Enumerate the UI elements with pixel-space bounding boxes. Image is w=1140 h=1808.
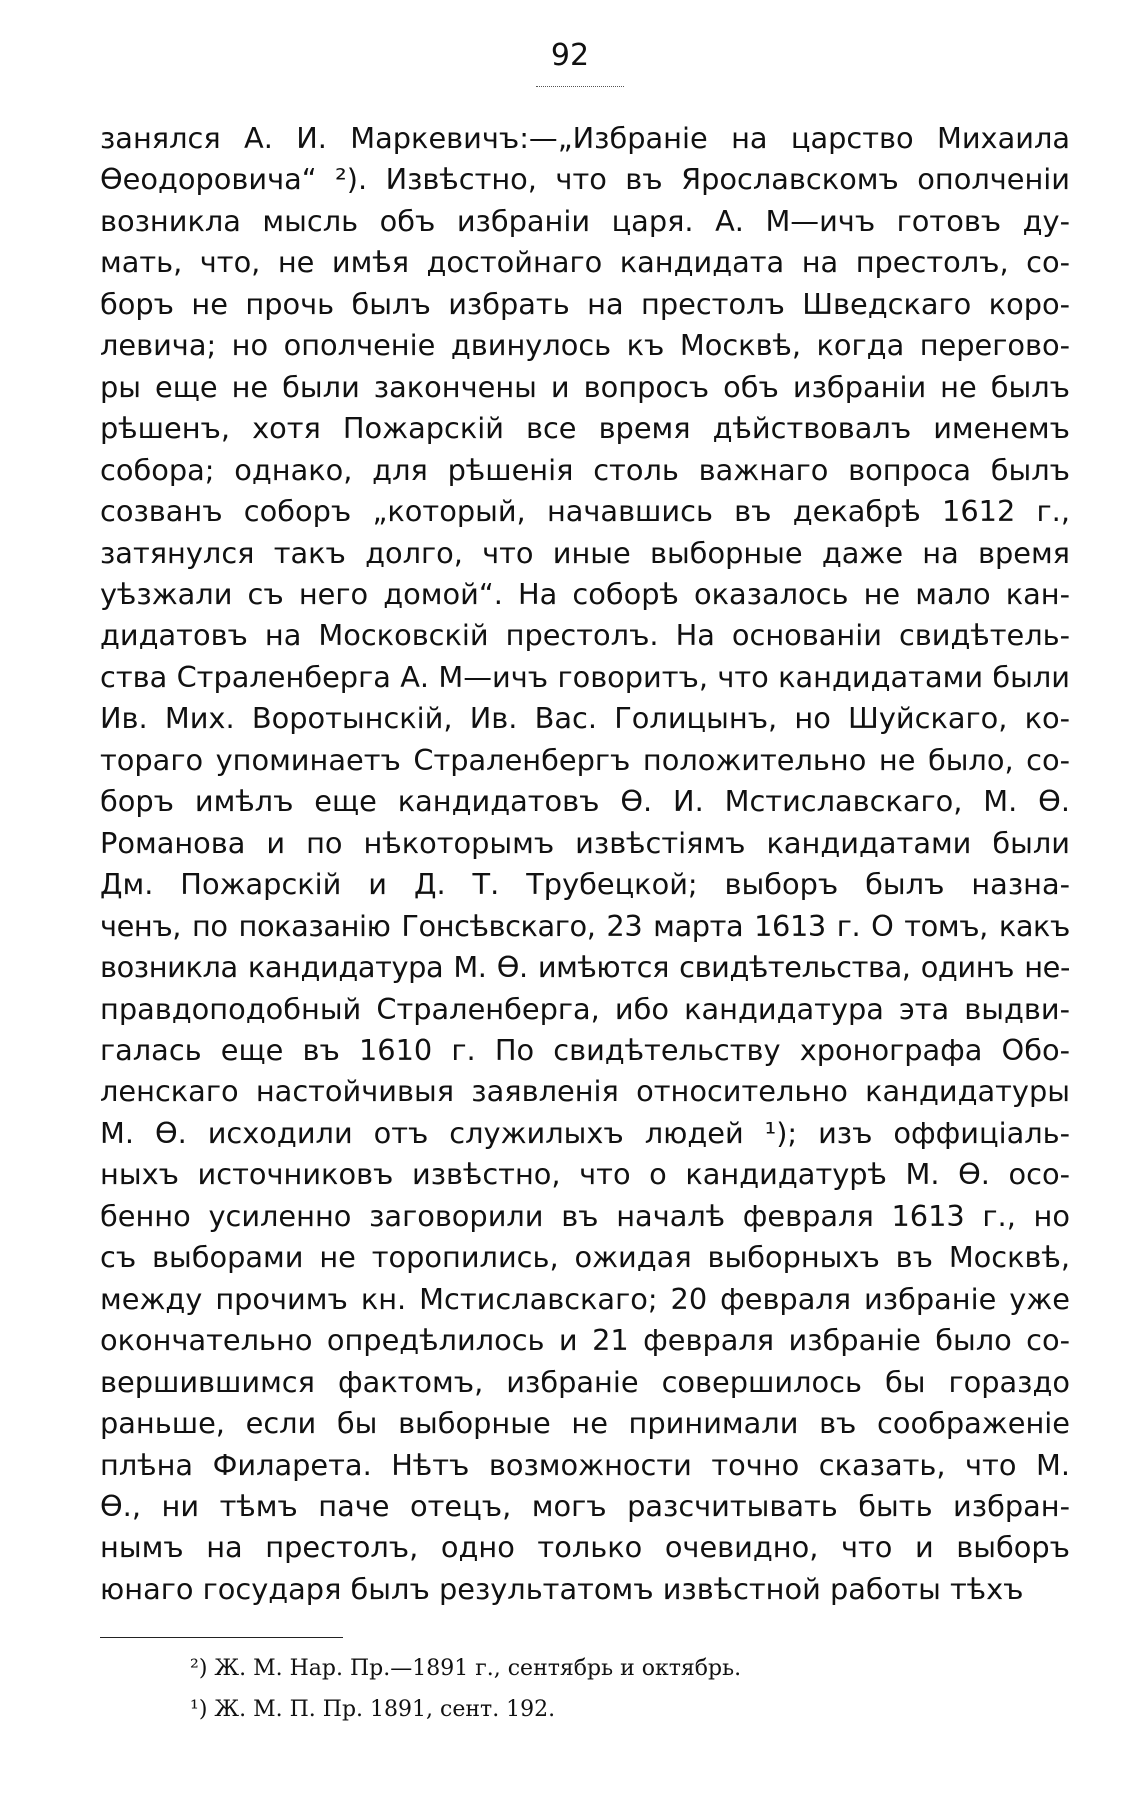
text-line: созванъ соборъ „который, начавшись въ декабрѣ 1612 г., [100,494,1070,529]
text-line: боръ имѣлъ еще кандидатовъ Ѳ. И. Мстиславскаго, М. Ѳ. [100,784,1070,819]
footnote-1: ¹) Ж. М. П. Пр. 1891, сент. 192. [190,1697,556,1722]
text-line: боръ не прочь былъ избрать на престолъ Шведскаго коро- [100,286,1070,321]
text-line: раньше, если бы выборные не принимали въ соображеніе [100,1406,1070,1441]
text-line: Ив. Мих. Воротынскій, Ив. Вас. Голицынъ, но Шуйскаго, ко- [100,701,1070,736]
text-line: Ѳ., ни тѣмъ паче отецъ, могъ разсчитывать быть избран- [100,1488,1070,1523]
text-line: ства Страленберга А. М—ичъ говоритъ, что кандидатами были [100,659,1070,694]
text-line: занялся А. И. Маркевичъ:—„Избраніе на царство Михаила [100,121,1070,155]
text-line: ры еще не были закончены и вопросъ объ избраніи не былъ [100,369,1070,404]
text-line: ченъ, по показанію Гонсѣвскаго, 23 марта 1613 г. О томъ, какъ [100,908,1070,943]
text-line: вершившимся фактомъ, избраніе совершилось бы гораздо [100,1364,1070,1399]
body-text [100,118,1070,1610]
page-number: 92 [550,38,590,73]
text-line: галась еще въ 1610 г. По свидѣтельству хронографа Обо- [100,1032,1070,1067]
text-line: Романова и по нѣкоторымъ извѣстіямъ кандидатами были [100,825,1070,860]
text-line: ныхъ источниковъ извѣстно, что о кандидатурѣ М. Ѳ. осо- [100,1157,1070,1192]
text-line: мать, что, не имѣя достойнаго кандидата на престолъ, со- [100,245,1070,280]
text-line: возникла мысль объ избраніи царя. А. М—ичъ готовъ ду- [100,203,1070,238]
page-number-underline [536,86,624,87]
text-line: правдоподобный Страленберга, ибо кандидатура эта выдви- [100,991,1070,1026]
text-line: бенно усиленно заговорили въ началѣ февраля 1613 г., но [100,1198,1070,1233]
text-line: дидатовъ на Московскій престолъ. На основаніи свидѣтель- [100,618,1070,653]
text-line: возникла кандидатура М. Ѳ. имѣются свидѣтельства, одинъ не- [100,950,1070,985]
footnote-separator [100,1637,343,1638]
text-line: Ѳеодоровича“ ²). Извѣстно, что въ Ярославскомъ ополченіи [100,162,1070,197]
text-line: тораго упоминаетъ Страленбергъ положительно не было, со- [100,742,1070,777]
text-line: нымъ на престолъ, одно только очевидно, что и выборъ [100,1530,1070,1565]
text-line: М. Ѳ. исходили отъ служилыхъ людей ¹); изъ оффиціаль- [100,1115,1070,1150]
text-line: ленскаго настойчивыя заявленія относительно кандидатуры [100,1074,1070,1109]
text-line: собора; однако, для рѣшенія столь важнаго вопроса былъ [100,452,1070,487]
footnote-2: ²) Ж. М. Нар. Пр.—1891 г., сентябрь и октябрь. [190,1656,742,1681]
text-line: рѣшенъ, хотя Пожарскій все время дѣйствовалъ именемъ [100,411,1070,446]
text-line: левича; но ополченіе двинулось къ Москвѣ, когда перегово- [100,328,1070,363]
footnotes [190,1648,741,1730]
text-line: Дм. Пожарскій и Д. Т. Трубецкой; выборъ былъ назна- [100,867,1070,902]
text-line: уѣзжали съ него домой“. На соборѣ оказалось не мало кан- [100,576,1070,611]
text-line: съ выборами не торопились, ожидая выборныхъ въ Москвѣ, [100,1240,1070,1275]
text-line: затянулся такъ долго, что иные выборные даже на время [100,535,1070,570]
text-line: юнаго государя былъ результатомъ извѣстной работы тѣхъ [100,1571,1024,1606]
text-line: плѣна Филарета. Нѣтъ возможности точно сказать, что М. [100,1447,1070,1482]
text-line: окончательно опредѣлилось и 21 февраля избраніе было со- [100,1323,1070,1358]
text-line: между прочимъ кн. Мстиславскаго; 20 февраля избраніе уже [100,1281,1070,1316]
